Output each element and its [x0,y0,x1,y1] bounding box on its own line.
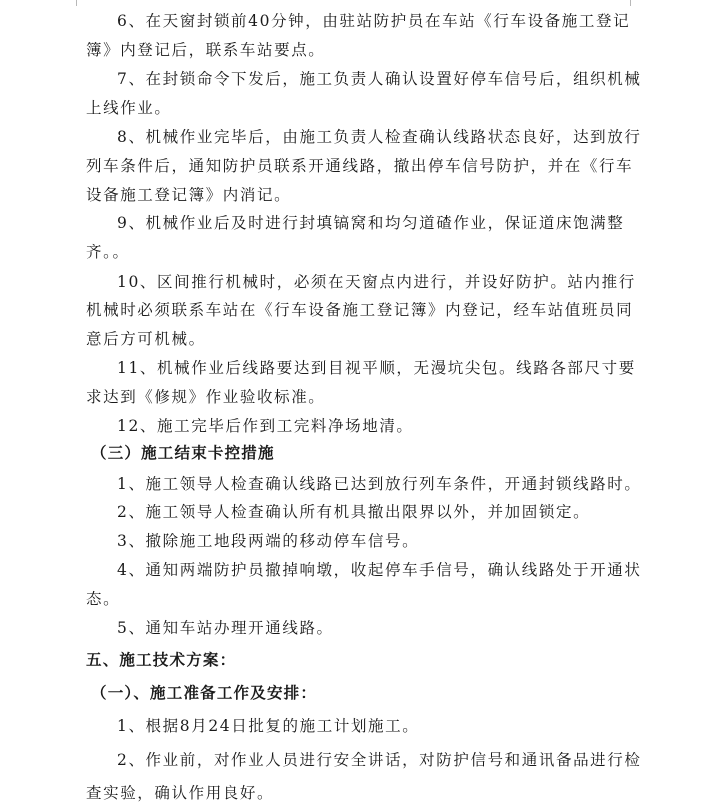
paragraph-line: 1、根据8月24日批复的施工计划施工。 [117,717,420,735]
paragraph-line: 5、通知车站办理开通线路。 [117,619,334,637]
paragraph-line: 列车条件后，通知防护员联系开通线路，撤出停车信号防护，并在《行车 [86,157,634,175]
paragraph-line: 机械时必须联系车站在《行车设备施工登记簿》内登记，经车站值班员同 [86,301,634,319]
paragraph-line: 8、机械作业完毕后，由施工负责人检查确认线路状态良好，达到放行 [117,128,642,146]
paragraph-line: 意后方可机械。 [86,330,206,348]
paragraph-line: 求达到《修规》作业验收标准。 [86,388,326,406]
paragraph-line: 6、在天窗封锁前40分钟，由驻站防护员在车站《行车设备施工登记 [117,12,631,30]
paragraph-line: 7、在封锁命令下发后，施工负责人确认设置好停车信号后，组织机械 [117,70,642,88]
paragraph-line: 11、机械作业后线路要达到目视平顺，无漫坑尖包。线路各部尺寸要 [117,359,636,377]
paragraph-line: 10、区间推行机械时，必须在天窗点内进行，并设好防护。站内推行 [117,273,636,291]
subsection-heading: （一）、施工准备工作及安排： [91,683,318,702]
paragraph-line: 设备施工登记簿》内消记。 [86,186,292,204]
page-corner-mark-left [66,0,77,6]
paragraph-line: 齐。。 [86,243,130,261]
part-heading: 五、施工技术方案： [86,650,237,669]
paragraph-line: 簿》内登记后，联系车站要点。 [86,41,326,59]
paragraph-line: 态。 [86,590,121,608]
paragraph-line: 2、施工领导人检查确认所有机具撤出限界以外，并加固锁定。 [117,503,591,521]
paragraph-line: 3、撤除施工地段两端的移动停车信号。 [117,532,420,550]
paragraph-line: 上线作业。 [86,99,172,117]
paragraph-line: 12、施工完毕后作到工完料净场地清。 [117,417,414,435]
section-heading: （三）施工结束卡控措施 [91,443,275,462]
paragraph-line: 4、通知两端防护员撤掉响墩，收起停车手信号，确认线路处于开通状 [117,561,642,579]
paragraph-line: 2、作业前，对作业人员进行安全讲话，对防护信号和通讯备品进行检 [117,751,642,769]
paragraph-line: 查实验，确认作用良好。 [86,784,275,802]
page-corner-mark-right [630,0,641,6]
paragraph-line: 1、施工领导人检查确认线路已达到放行列车条件，开通封锁线路时。 [117,475,642,493]
paragraph-line: 9、机械作业后及时进行封填镐窝和均匀道碴作业，保证道床饱满整 [117,214,625,232]
